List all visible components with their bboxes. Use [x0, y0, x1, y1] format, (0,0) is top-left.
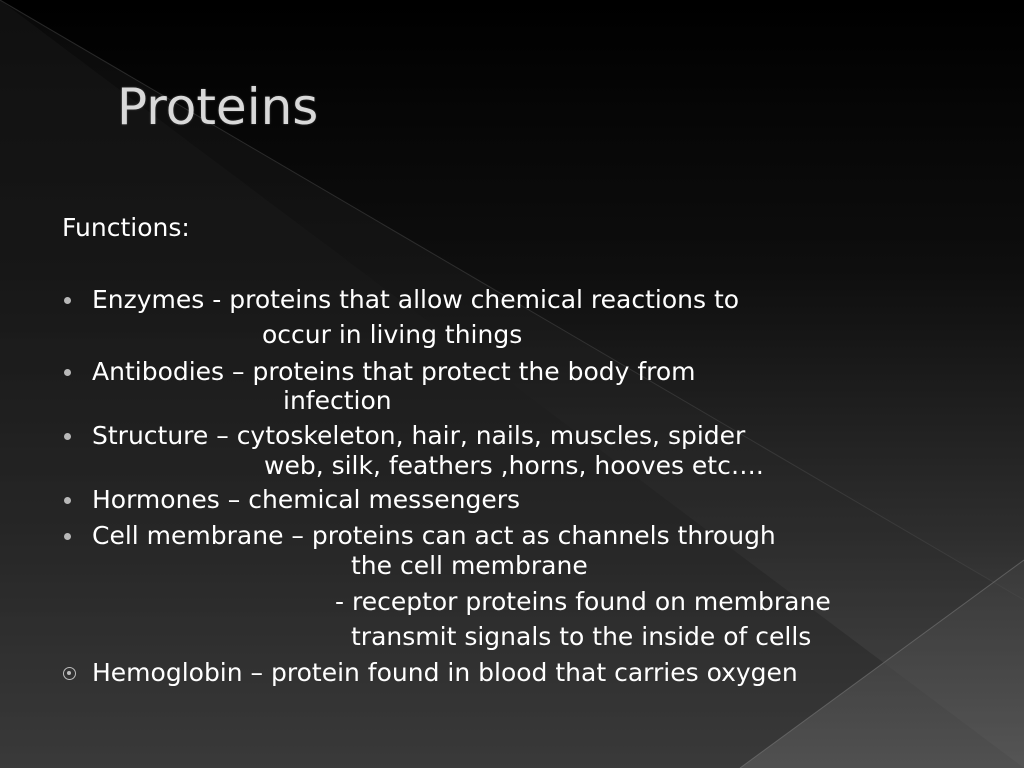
bullet-hormones-line-1: Hormones – chemical messengers [92, 485, 521, 514]
bullet-dot-icon [64, 497, 71, 504]
slide-title: Proteins [117, 78, 319, 136]
bullet-dot-icon [64, 369, 71, 376]
bullet-cell-membrane-line-4: transmit signals to the inside of cells [351, 622, 812, 651]
bullet-cell-membrane-line-2: the cell membrane [351, 551, 588, 580]
bullet-dot-icon [64, 433, 71, 440]
bullet-cell-membrane-line-1: Cell membrane – proteins can act as channels through [92, 521, 776, 550]
circle-target-icon [63, 667, 76, 680]
bullet-structure-line-1: Structure – cytoskeleton, hair, nails, muscles, spider [92, 421, 746, 450]
bullet-structure-line-2: web, silk, feathers ,horns, hooves etc…. [264, 451, 764, 480]
bullet-dot-icon [64, 533, 71, 540]
bullet-dot-icon [64, 297, 71, 304]
bullet-antibodies-line-2: infection [283, 386, 392, 415]
functions-heading: Functions: [62, 213, 190, 242]
bullet-enzymes-line-1: Enzymes - proteins that allow chemical reactions to [92, 285, 740, 314]
bullet-hemoglobin-line-1: Hemoglobin – protein found in blood that carries oxygen [92, 658, 798, 687]
bullet-cell-membrane-line-3: - receptor proteins found on membrane [335, 587, 831, 616]
bullet-antibodies-line-1: Antibodies – proteins that protect the body from [92, 357, 696, 386]
bullet-enzymes-line-2: occur in living things [262, 320, 523, 349]
